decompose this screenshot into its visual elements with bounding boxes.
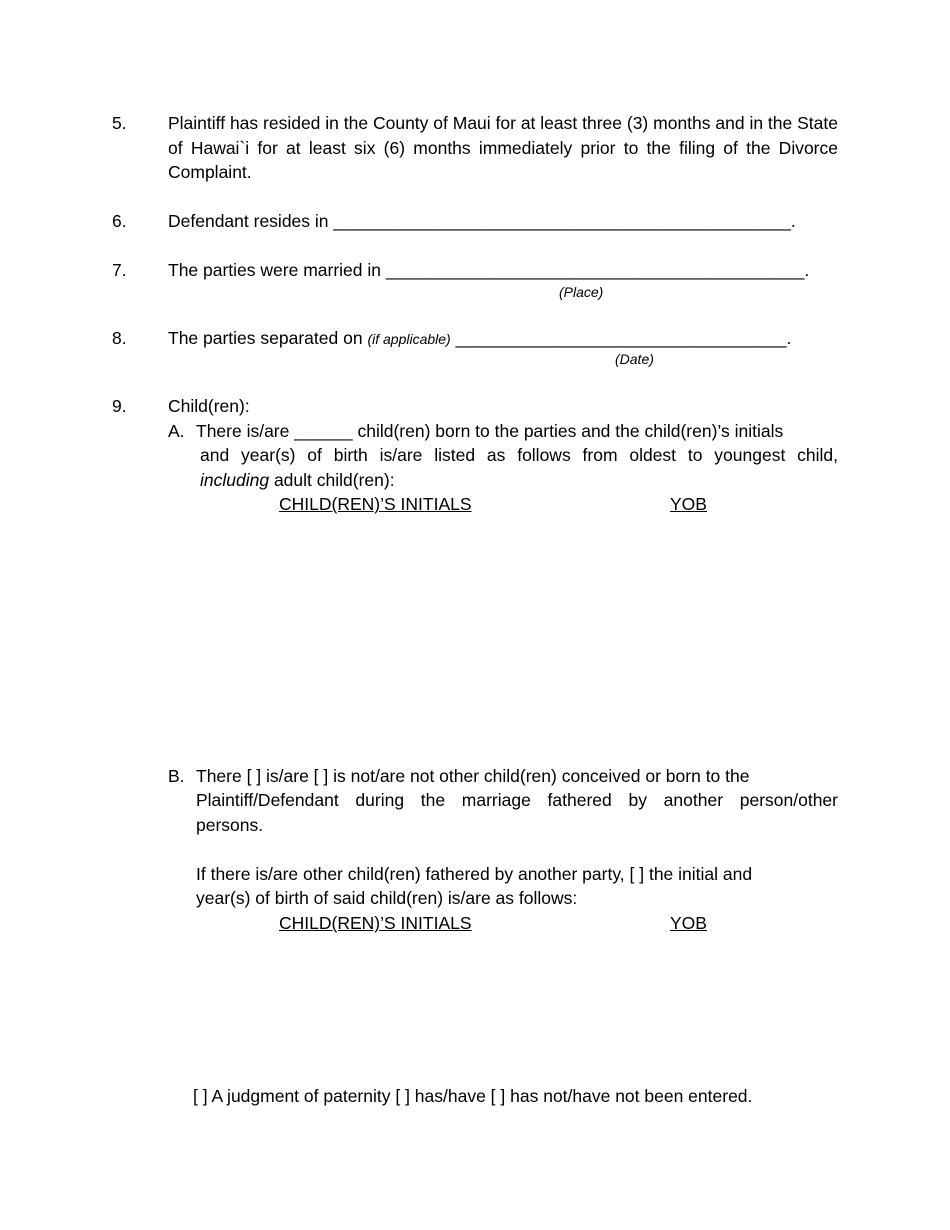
section-b-line-2: Plaintiff/Defendant during the marriage fathered by another person/other bbox=[196, 790, 838, 810]
section-b-line-1: There [ ] is/are [ ] is not/are not other child(ren) conceived or born to the bbox=[196, 766, 750, 786]
if-applicable-qualifier: (if applicable) bbox=[367, 331, 451, 347]
section-a-line-2: and year(s) of birth is/are listed as follows from oldest to youngest child, bbox=[200, 445, 838, 465]
section-b-yob-header: YOB bbox=[670, 913, 707, 933]
item-7-line bbox=[168, 260, 809, 281]
date-hint: (Date) bbox=[615, 351, 654, 367]
section-a-initials-header: CHILD(REN)’S INITIALS bbox=[279, 494, 472, 514]
place-hint: (Place) bbox=[559, 284, 604, 300]
section-b-line-3: persons. bbox=[196, 815, 264, 835]
married-in-label: The parties were married in bbox=[168, 260, 381, 280]
section-b-para2-line-2: year(s) of birth of said child(ren) is/are as follows: bbox=[196, 888, 578, 908]
item-8-line bbox=[168, 328, 791, 349]
section-a-line-3-rest: adult child(ren): bbox=[269, 470, 395, 490]
item-6-number: 6. bbox=[112, 211, 127, 231]
defendant-residence-field[interactable]: _______________________________________________. bbox=[333, 211, 796, 231]
item-7-number: 7. bbox=[112, 260, 127, 280]
section-a-line-3 bbox=[200, 470, 395, 491]
section-a-yob-header: YOB bbox=[670, 494, 707, 514]
item-5-number: 5. bbox=[112, 113, 127, 133]
section-a-letter: A. bbox=[168, 421, 185, 441]
section-a-line-1: There is/are ______ child(ren) born to the parties and the child(ren)’s initials bbox=[196, 421, 784, 441]
section-b-para2-line-1: If there is/are other child(ren) fathered by another party, [ ] the initial and bbox=[196, 864, 753, 884]
separation-date-field[interactable]: __________________________________. bbox=[455, 328, 792, 348]
section-b-initials-header: CHILD(REN)’S INITIALS bbox=[279, 913, 472, 933]
item-9-number: 9. bbox=[112, 396, 127, 416]
paternity-judgment-line: [ ] A judgment of paternity [ ] has/have [ ] has not/have not been entered. bbox=[193, 1086, 753, 1106]
separated-on-label: The parties separated on bbox=[168, 328, 363, 348]
item-6-line bbox=[168, 211, 796, 232]
defendant-resides-label: Defendant resides in bbox=[168, 211, 329, 231]
children-heading: Child(ren): bbox=[168, 396, 250, 416]
section-b-letter: B. bbox=[168, 766, 185, 786]
item-5-text: Plaintiff has resided in the County of Maui for at least three (3) months and in the State of Hawai`i for at least six (6) months immediately prior to the filing of the Divorce Complaint. bbox=[168, 113, 838, 182]
item-8-number: 8. bbox=[112, 328, 127, 348]
marriage-place-field[interactable]: ___________________________________________. bbox=[385, 260, 810, 280]
including-italic: including bbox=[200, 470, 270, 490]
